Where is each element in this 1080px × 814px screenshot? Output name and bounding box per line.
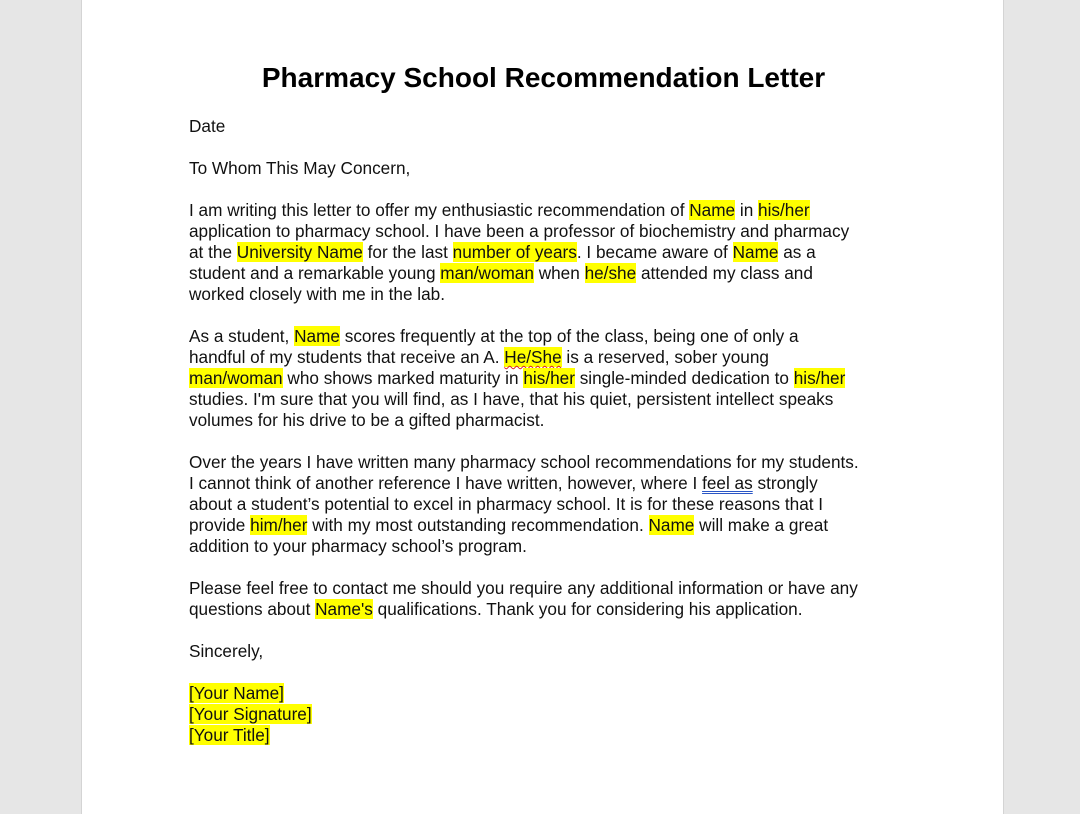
- greeting: To Whom This May Concern,: [189, 158, 411, 178]
- text-line: As a student, Name scores frequently at the top of the class, being one of only a: [189, 326, 799, 346]
- text-line: worked closely with me in the lab.: [189, 284, 446, 304]
- signature-name: [Your Name]: [189, 683, 284, 703]
- document-page: [81, 0, 1004, 814]
- text-line: about a student’s potential to excel in pharmacy school. It is for these reasons that I: [189, 494, 824, 514]
- letter-body: [189, 116, 919, 746]
- placeholder-highlight: man/woman: [440, 263, 534, 283]
- paragraph-1: [189, 200, 919, 305]
- placeholder-highlight: him/her: [250, 515, 308, 535]
- text-line: Please feel free to contact me should you require any additional information or have any: [189, 578, 858, 598]
- paragraph-4: [189, 578, 919, 620]
- date-line: Date: [189, 116, 226, 136]
- text-line: provide him/her with my most outstanding recommendation. Name will make a great: [189, 515, 829, 535]
- signature-block: [189, 683, 919, 746]
- paragraph-2: [189, 326, 919, 431]
- text-line: man/woman who shows marked maturity in his/her single-minded dedication to his/her: [189, 368, 846, 388]
- placeholder-highlight: his/her: [523, 368, 575, 388]
- text-line: at the University Name for the last number of years. I became aware of Name as a: [189, 242, 816, 262]
- closing: Sincerely,: [189, 641, 264, 661]
- text-line: Over the years I have written many pharmacy school recommendations for my students.: [189, 452, 859, 472]
- placeholder-highlight: number of years: [452, 242, 577, 262]
- text-line: student and a remarkable young man/woman when he/she attended my class and: [189, 263, 813, 283]
- text-line: volumes for his drive to be a gifted pharmacist.: [189, 410, 545, 430]
- placeholder-highlight-misspelled: He/She: [504, 347, 562, 367]
- placeholder-highlight: Name: [648, 515, 695, 535]
- placeholder-highlight: Name: [732, 242, 779, 262]
- placeholder-highlight: Name: [294, 326, 340, 346]
- placeholder-highlight: University Name: [236, 242, 363, 262]
- placeholder-highlight: his/her: [758, 200, 810, 220]
- text-line: addition to your pharmacy school’s program.: [189, 536, 527, 556]
- placeholder-highlight: Name's: [315, 599, 373, 619]
- text-line: I cannot think of another reference I have written, however, where I feel as strongly: [189, 473, 818, 493]
- document-title: Pharmacy School Recommendation Letter: [261, 62, 826, 93]
- text-line: studies. I'm sure that you will find, as I have, that his quiet, persistent intellect speaks: [189, 389, 834, 409]
- placeholder-highlight: his/her: [793, 368, 846, 388]
- placeholder-highlight: man/woman: [189, 368, 283, 388]
- placeholder-highlight: Name: [689, 200, 736, 220]
- text-line: handful of my students that receive an A. He/She is a reserved, sober young: [189, 347, 769, 367]
- signature-title: [Your Title]: [189, 725, 270, 745]
- signature-signature: [Your Signature]: [189, 704, 312, 724]
- text-line: I am writing this letter to offer my enthusiastic recommendation of Name in his/her: [189, 200, 810, 220]
- paragraph-3: [189, 452, 919, 557]
- grammar-flag: feel as: [702, 473, 753, 493]
- text-line: questions about Name's qualifications. Thank you for considering his application.: [189, 599, 803, 619]
- placeholder-highlight: he/she: [584, 263, 637, 283]
- text-line: application to pharmacy school. I have been a professor of biochemistry and pharmacy: [189, 221, 850, 241]
